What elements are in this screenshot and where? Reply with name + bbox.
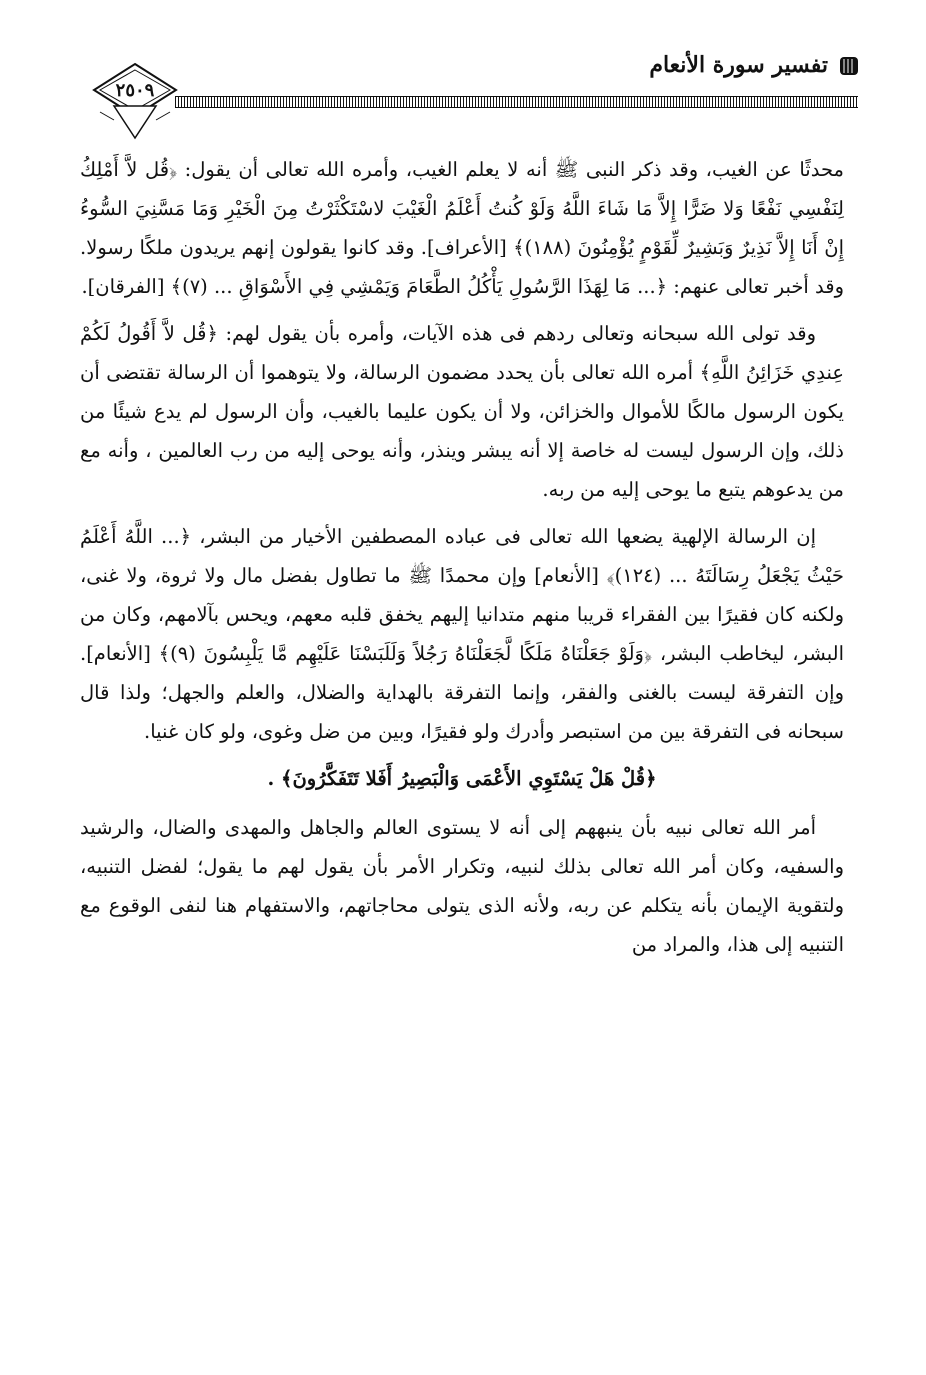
header-ornament-icon: [838, 55, 860, 77]
body-text: [80, 150, 844, 972]
running-header-title: تفسير سورة الأنعام: [649, 52, 828, 78]
quran-verse-line: ﴿قُلْ هَلْ يَسْتَوِي الأَعْمَى وَالْبَصِيرُ أَفَلا تَتَفَكَّرُونَ﴾ .: [267, 767, 657, 790]
header-rule: [175, 96, 858, 108]
paragraph: إن الرسالة الإلهية يضعها الله تعالى فى عباده المصطفين الأخيار من البشر، ﴿... اللَّهُ أَعْلَمُ حَيْثُ يَجْعَلُ رِسَالَتَهُ ... (١٢٤)﴾ [الأنعام] وإن محمدًا ﷺ ما تطاول بفضل مال ولا ثروة، ولا غنى، ولكنه كان فقيرًا بين الفقراء قريبا منهم متدانيا إليهم يخفق قلبه معهم، ويحس بآلامهم، وكان من البشر، ليخاطب البشر، ﴿وَلَوْ جَعَلْنَاهُ مَلَكًا لَّجَعَلْنَاهُ رَجُلاً وَلَلَبَسْنَا عَلَيْهِم مَّا يَلْبِسُونَ (٩)﴾ [الأنعام]. وإن التفرقة ليست بالغنى والفقر، وإنما التفرقة بالهداية والضلال، والعلم والجهل؛ ولذا قال سبحانه فى التفرقة بين من استبصر وأدرك ولو فقيرًا، وبين من ضل وغوى، ولو كان غنيا.: [80, 525, 844, 743]
paragraph: وقد تولى الله سبحانه وتعالى ردهم فى هذه الآيات، وأمره بأن يقول لهم: ﴿قُل لاَّ أَقُولُ لَكُمْ عِندِي خَزَائِنُ اللَّهِ﴾ أمره الله تعالى بأن يحدد مضمون الرسالة، ولا يتوهموا أن الرسالة تقتضى أن يكون الرسول مالكًا للأموال والخزائن، ولا أن يكون عليما بالغيب، وأن الرسول لم يدع شيئًا من ذلك، وإن الرسول ليست له خاصة إلا أنه يبشر وينذر، وأنه يوحى إليه من رب العالمين ، وأنه مع من يدعوهم يتبع ما يوحى إليه من ربه.: [80, 322, 844, 501]
paragraph: محدثًا عن الغيب، وقد ذكر النبى ﷺ أنه لا يعلم الغيب، وأمره الله تعالى أن يقول: ﴿قُل لاَّ أَمْلِكُ لِنَفْسِي نَفْعًا وَلا ضَرًّا إِلاَّ مَا شَاءَ اللَّهُ وَلَوْ كُنتُ أَعْلَمُ الْغَيْبَ لاسْتَكْثَرْتُ مِنَ الْخَيْرِ وَمَا مَسَّنِيَ السُّوءُ إِنْ أَنَا إِلاَّ نَذِيرٌ وَبَشِيرٌ لِّقَوْمٍ يُؤْمِنُونَ (١٨٨)﴾ [الأعراف]. وقد كانوا يقولون إنهم يريدون ملكًا رسولا. وقد أخبر تعالى عنهم: ﴿... مَا لِهَذَا الرَّسُولِ يَأْكُلُ الطَّعَامَ وَيَمْشِي فِي الأَسْوَاقِ ... (٧)﴾ [الفرقان].: [80, 158, 844, 298]
page-number-ornament-icon: [92, 62, 178, 140]
page-number: ٢٥٠٩: [115, 80, 155, 101]
paragraph: أمر الله تعالى نبيه بأن ينبههم إلى أنه لا يستوى العالم والجاهل والمهدى والضال، والرشيد والسفيه، وكان أمر الله تعالى بذلك لنبيه، وتكرار الأمر بأن يقول لهم ما يقول؛ لفضل التنبيه، ولتقوية الإيمان بأنه يتكلم عن ربه، ولأنه الذى يتولى محاجاتهم، والاستفهام هنا لنفى الوقوع مع التنبيه إلى هذا، والمراد من: [80, 816, 844, 956]
